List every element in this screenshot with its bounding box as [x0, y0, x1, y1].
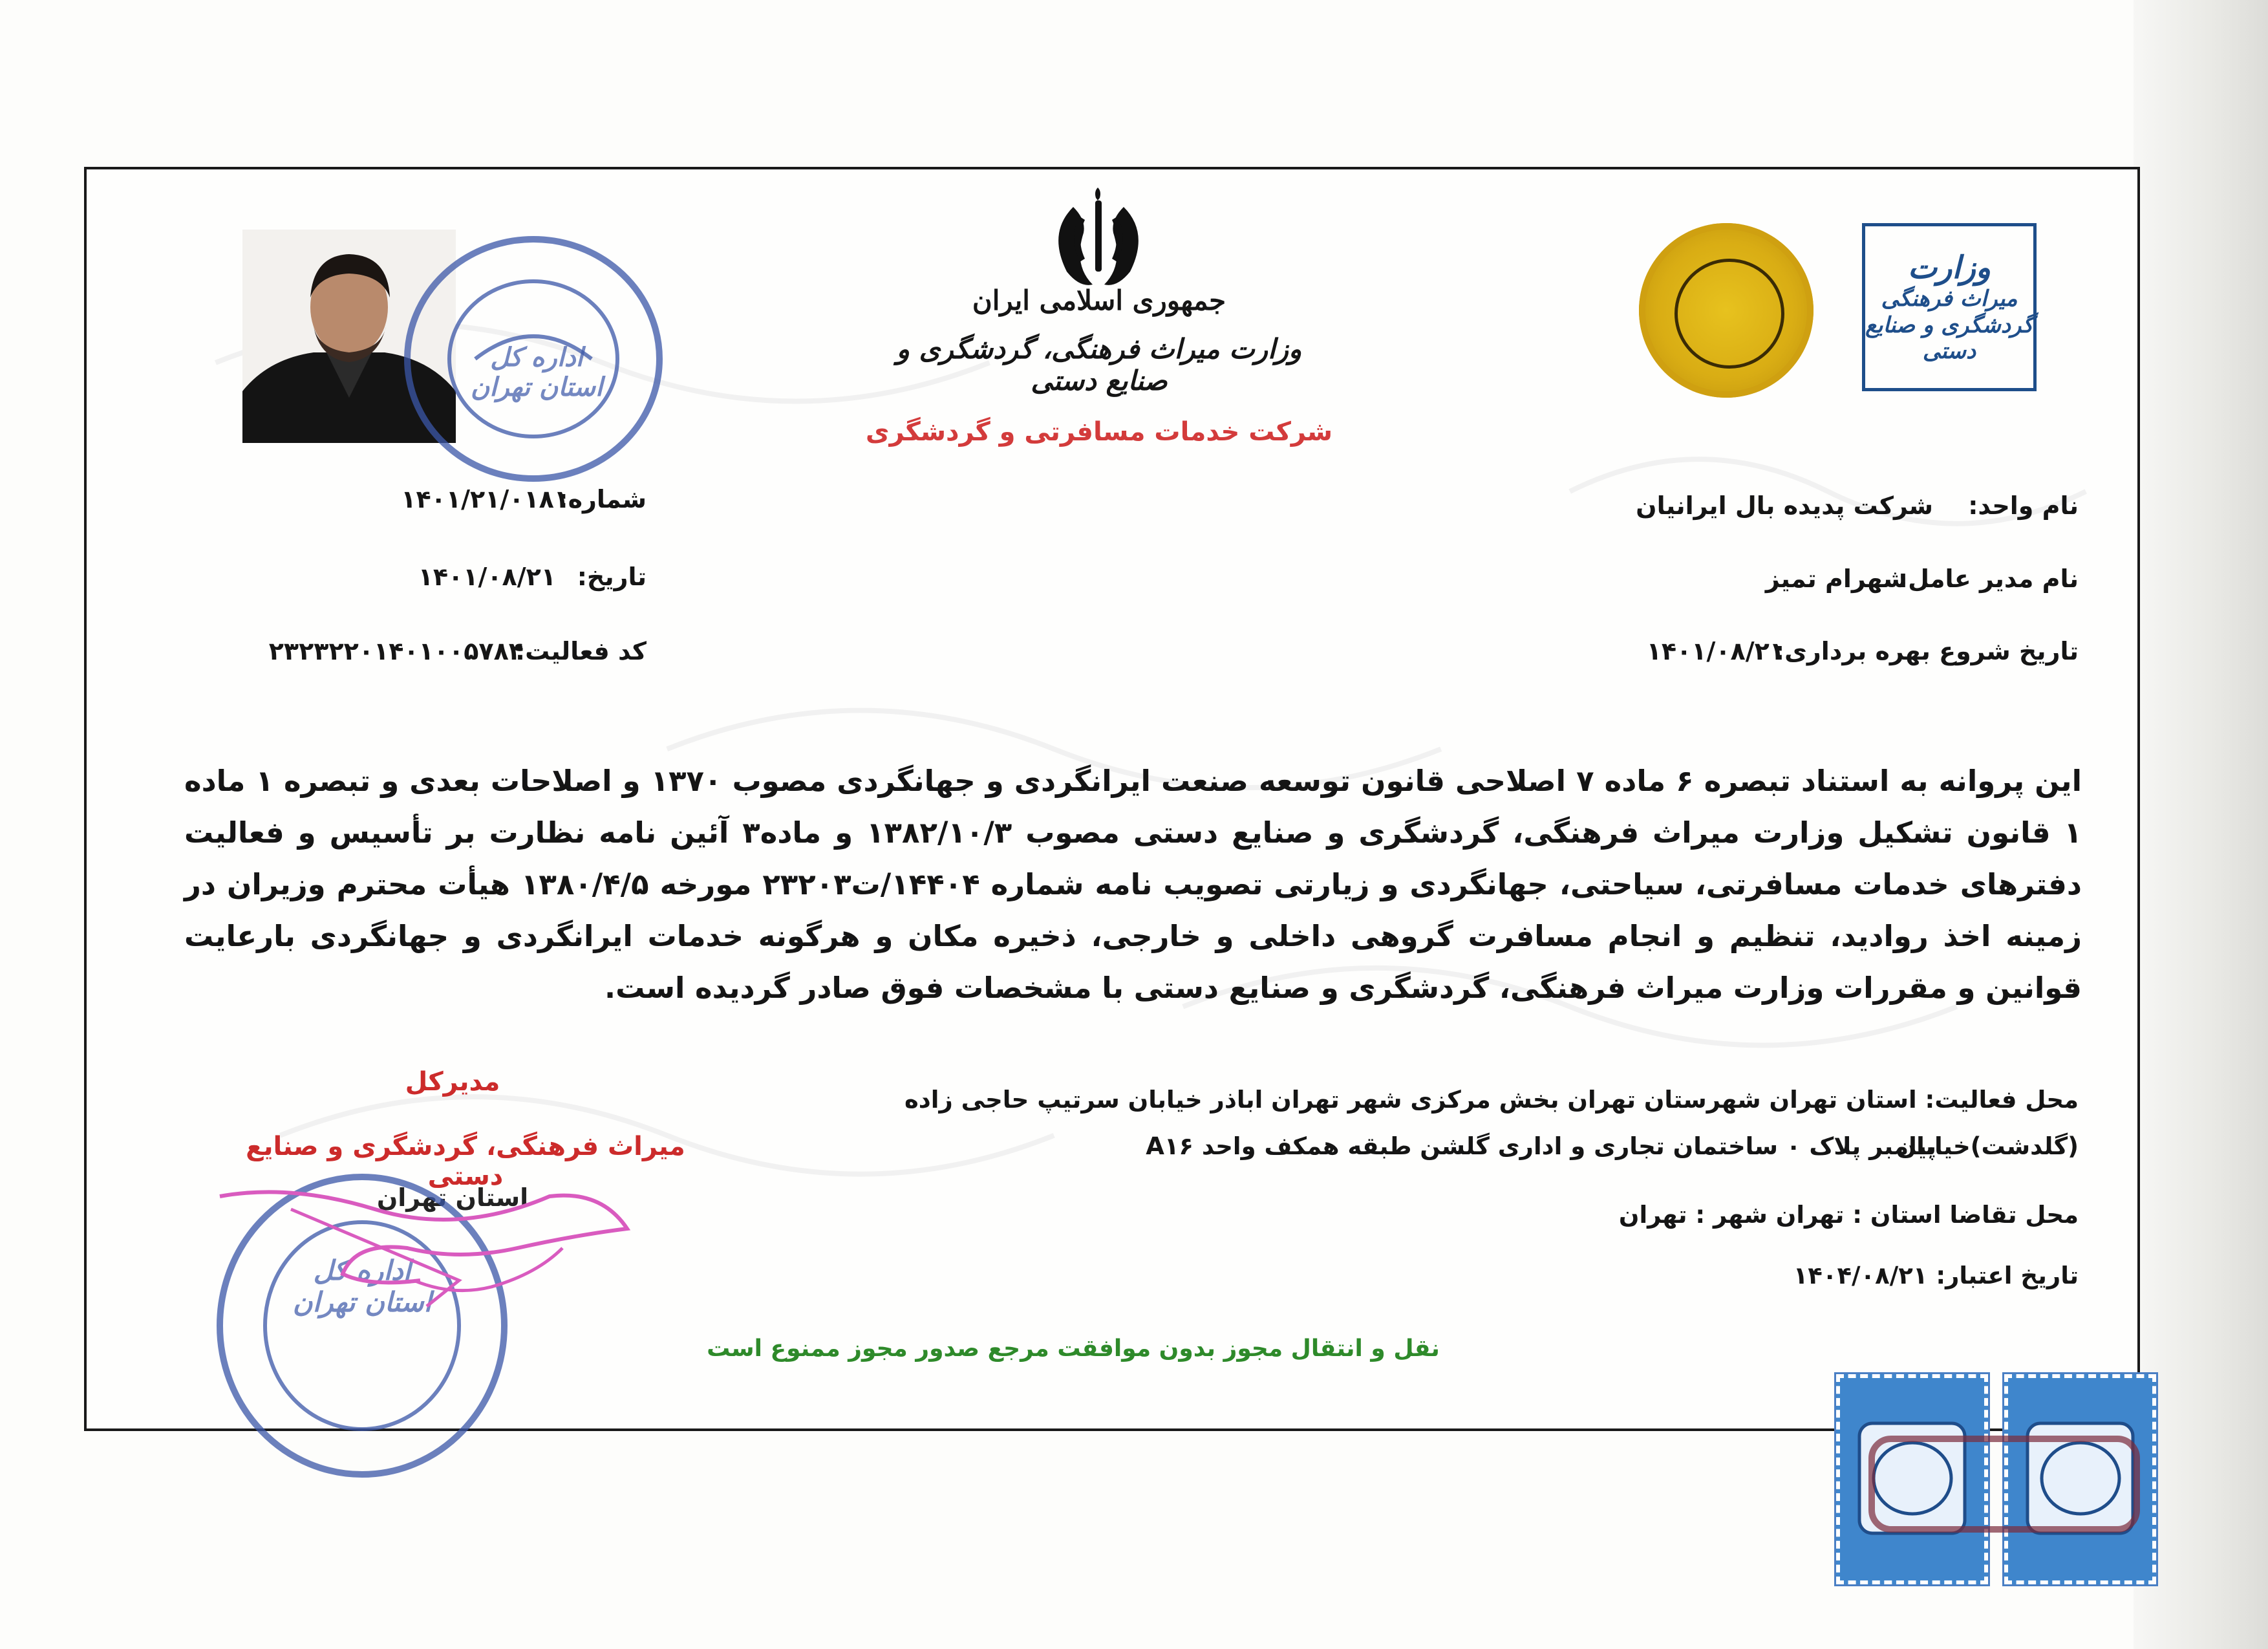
- cancellation-stamp-icon: [1868, 1436, 2140, 1533]
- ministry-logo-line1: وزارت: [1907, 249, 1991, 286]
- iran-emblem-icon: [1034, 181, 1164, 291]
- ministry-logo-line2: میراث فرهنگی: [1881, 285, 2018, 312]
- signature-org: میراث فرهنگی، گردشگری و صنایع دستی: [246, 1132, 685, 1191]
- signature-title: مدیرکل: [405, 1067, 500, 1097]
- start-date-value: ۱۴۰۱/۰۸/۲۱: [1646, 637, 1784, 665]
- ministry-logo-line3: گردشگری و صنایع دستی: [1865, 312, 2033, 365]
- request-place-row: [1422, 1192, 2079, 1238]
- ministry-logo: [1862, 223, 2037, 391]
- handwritten-signature-icon: [213, 1170, 640, 1319]
- validity-value: ۱۴۰۴/۰۸/۲۱: [1793, 1262, 1928, 1289]
- unit-name-label: نام واحد:: [1968, 491, 2079, 520]
- start-date-label: تاریخ شروع بهره برداری:: [1774, 637, 2079, 665]
- signature-stamp-text: اداره کل استان تهران: [292, 1255, 432, 1318]
- validity-row: [1422, 1253, 2079, 1299]
- photo-stamp-text: اداره کل استان تهران: [470, 343, 603, 402]
- request-place-value: استان : تهران شهر : تهران: [1618, 1201, 1942, 1229]
- country-name: جمهوری اسلامی ایران: [972, 285, 1226, 316]
- activity-code-label: کد فعالیت:: [515, 637, 647, 665]
- unit-name-value: شرکت پدیده بال ایرانیان: [1636, 491, 1933, 520]
- request-place-label: محل تقاضا: [1949, 1201, 2079, 1229]
- location-value-line1: استان تهران شهرستان تهران بخش مرکزی شهر تهران اباذر خیابان سرتیپ حاجی زاده (گلدشت)خیابان: [904, 1086, 2079, 1160]
- date-label: تاریخ:: [577, 563, 647, 591]
- location-label: محل فعالیت:: [1925, 1086, 2079, 1114]
- location-value-line2: پیامبر پلاک ۰ ساختمان تجاری و اداری گلشن طبقه همکف واحد A۱۶: [1146, 1132, 1936, 1160]
- manager-label: نام مدیر عامل:: [1898, 565, 2079, 593]
- ministry-name: وزارت میراث فرهنگی، گردشگری و صنایع دستی: [896, 333, 1302, 396]
- manager-value: شهرام تمیز: [1765, 565, 1907, 593]
- transfer-prohibited-note: نقل و انتقال مجوز بدون موافقت مرجع صدور مجوز ممنوع است: [707, 1335, 1440, 1362]
- number-label: شماره:: [558, 485, 647, 513]
- gold-seal-inner-ring: [1674, 259, 1784, 369]
- date-value: ۱۴۰۱/۰۸/۲۱: [418, 563, 556, 591]
- license-body-text: این پروانه به استناد تبصره ۶ ماده ۷ اصلاحی قانون توسعه صنعت ایرانگردی و جهانگردی مصوب ۱۳۷۰ و اصلاحات بعدی و تبصره ۱ ماده ۱ قانون تشکیل وزارت میراث فرهنگی، گردشگری و صنایع دستی مصوب ۱۳۸۲/۱۰/۳ و ماده۳ آئین نامه نظارت بر تأسیس و فعالیت دفترهای خدمات مسافرتی، سیاحتی، جهانگردی و زیارتی تصویب نامه شماره ۱۴۴۰۴/ت۲۳۲۰۳ مورخه ۱۳۸۰/۴/۵ هیأت محترم وزیران در زمینه اخذ روادید، تنظیم و انجام مسافرت گروهی داخلی و خارجی، ذخیره مکان و هرگونه خدمات ایرانگردی و جهانگردی بارعایت قوانین و مقررات وزارت میراث فرهنگی، گردشگری و صنایع دستی با مشخصات فوق صادر گردیده است.: [184, 764, 2082, 1005]
- number-value: ۱۴۰۱/۲۱/۰۱۸۱: [401, 485, 569, 513]
- gold-seal-icon: [1639, 223, 1813, 398]
- validity-label: تاریخ اعتبار:: [1936, 1262, 2079, 1289]
- activity-code-value: ۲۳۲۳۲۲۰۱۴۰۱۰۰۵۷۸۴: [268, 637, 524, 665]
- signature-province: استان تهران: [376, 1183, 529, 1212]
- company-type-title: شرکت خدمات مسافرتی و گردشگری: [865, 417, 1333, 447]
